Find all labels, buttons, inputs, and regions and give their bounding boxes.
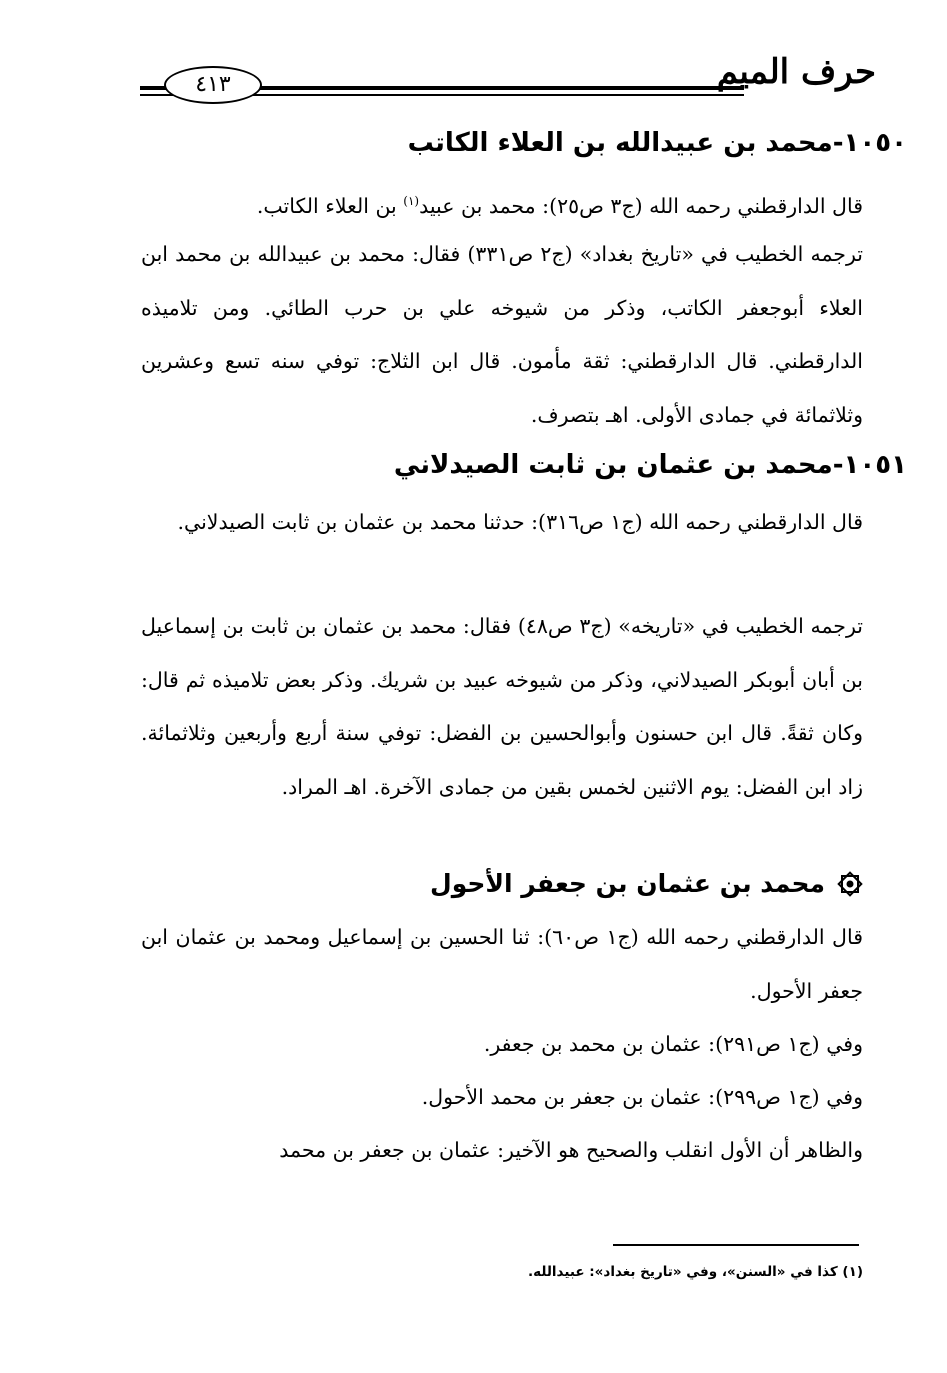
page-number: ٤١٣ — [164, 66, 262, 104]
section-line-3: وفي (ج١ ص٢٩٩): عثمان بن جعفر بن محمد الأحول. — [421, 1085, 863, 1109]
entry-1050-bio: ترجمه الخطيب في «تاريخ بغداد» (ج٢ ص٣٣١) فقال: محمد بن عبيدالله بن محمد ابن العلاء أبوجعفر الكاتب، وذكر من شيوخه علي بن حرب الطائي. ومن تلاميذه الدارقطني. قال الدارقطني: ثقة مأمون. قال ابن الثلاج: توفي سنه تسع وعشرين وثلاثمائة في جمادى الأولى. اهـ بتصرف. — [141, 242, 863, 427]
entry-1050-quote-text: قال الدارقطني رحمه الله (ج٣ ص٢٥): محمد بن عبيد — [419, 193, 863, 218]
section-heading-text: محمد بن عثمان بن جعفر الأحول — [430, 869, 825, 898]
chapter-title: حرف الميم — [716, 52, 876, 92]
entry-heading-1050: ١٠٥٠-محمد بن عبيدالله بن العلاء الكاتب — [407, 128, 907, 158]
section-heading — [430, 867, 865, 901]
footnote-divider — [613, 1244, 859, 1246]
footnote-marker: (١) — [403, 194, 420, 208]
entry-1050-quote — [141, 175, 863, 233]
entry-heading-1051: ١٠٥١-محمد بن عثمان بن ثابت الصيدلاني — [393, 450, 907, 480]
entry-1050-quote-tail: بن العلاء الكاتب. — [256, 193, 404, 218]
octagram-star-icon — [835, 869, 865, 899]
footnote: (١) كذا في «السنن»، وفي «تاريخ بغداد»: عبيدالله. — [528, 1264, 863, 1280]
page-header — [140, 52, 876, 104]
section-line-2: وفي (ج١ ص٢٩١): عثمان بن محمد بن جعفر. — [483, 1032, 863, 1056]
entry-1051-quote: قال الدارقطني رحمه الله (ج١ ص٣١٦): حدثنا محمد بن عثمان بن ثابت الصيدلاني. — [177, 510, 863, 534]
section-line-4: والظاهر أن الأول انقلب والصحيح هو الآخير: عثمان بن جعفر بن محمد — [279, 1138, 863, 1162]
entry-1051-bio: ترجمه الخطيب في «تاريخه» (ج٣ ص٤٨) فقال: محمد بن عثمان بن ثابت بن إسماعيل بن أبان أبوبكر الصيدلاني، وذكر من شيوخه عبيد بن شريك. وذكر بعض تلاميذه ثم قال: وكان ثقةً. قال ابن حسنون وأبوالحسين بن الفضل: توفي سنة أربع وأربعين وثلاثمائة. زاد ابن الفضل: يوم الاثنين لخمس بقين من جمادى الآخرة. اهـ المراد. — [141, 614, 863, 799]
section-quote: قال الدارقطني رحمه الله (ج١ ص٦٠): ثنا الحسين بن إسماعيل ومحمد بن عثمان ابن جعفر الأحول. — [141, 925, 863, 1003]
